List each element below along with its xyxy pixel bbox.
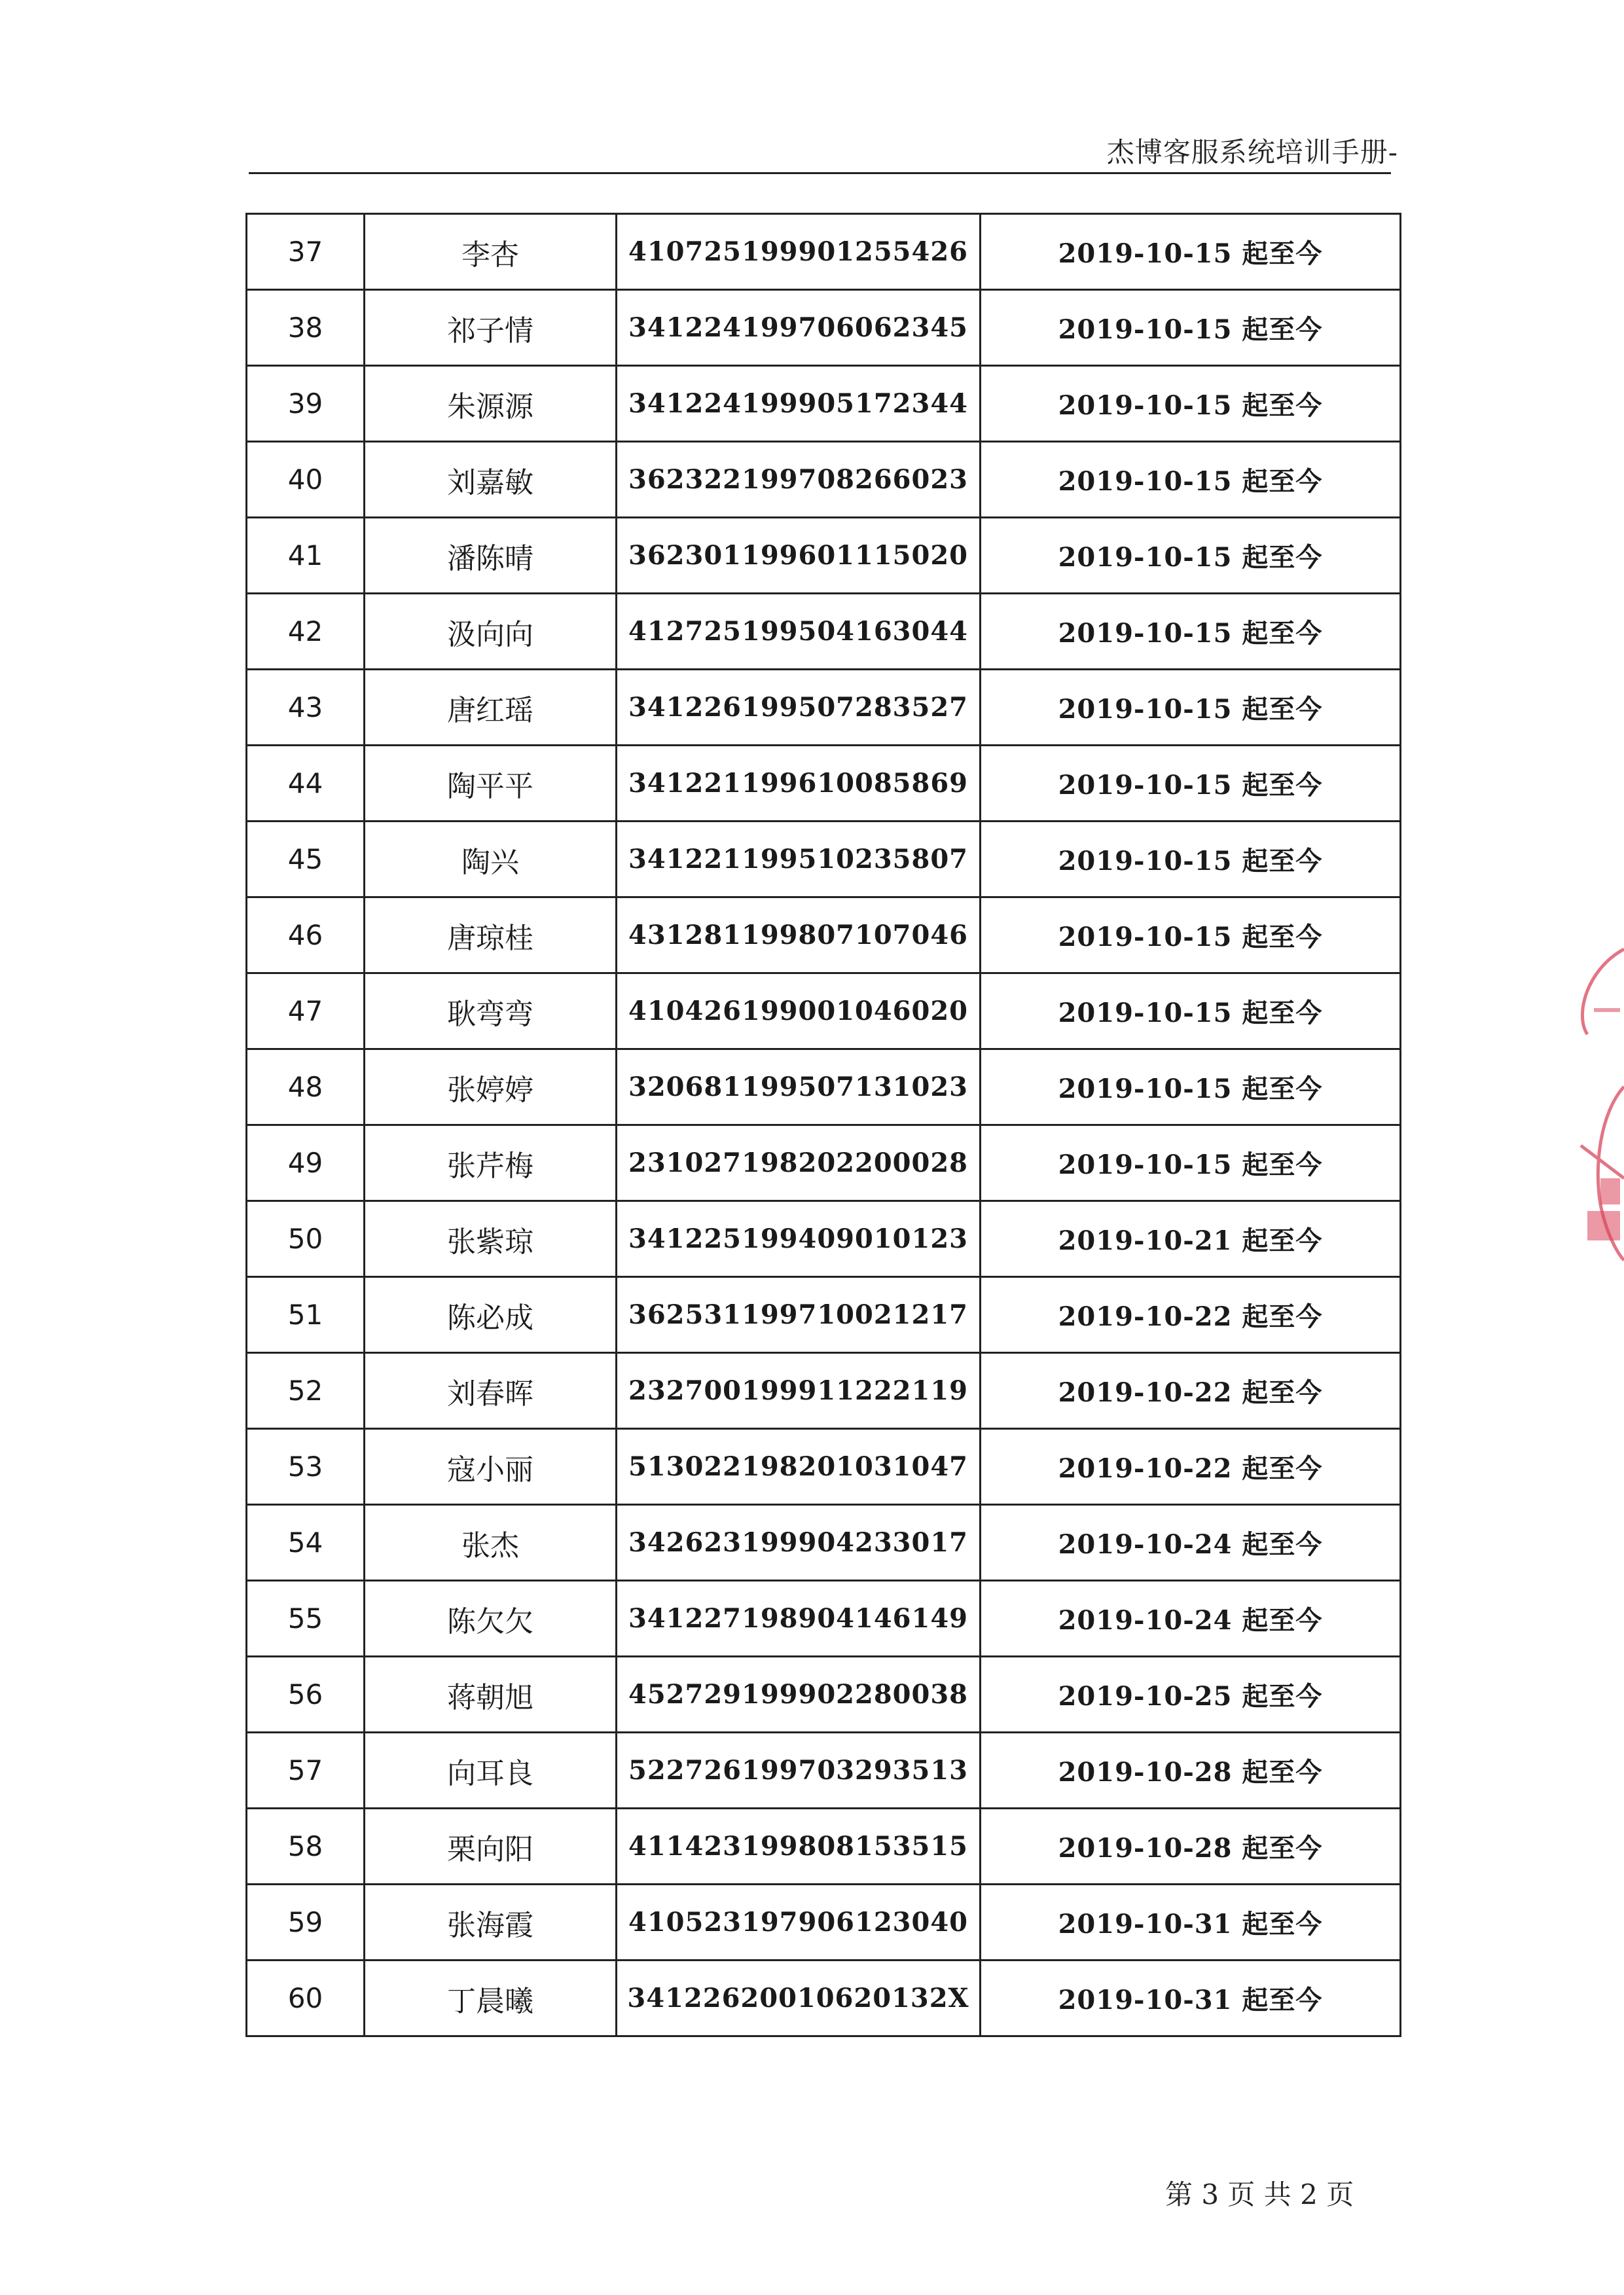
- table-row: [247, 214, 1401, 290]
- row-index: 51: [247, 1277, 365, 1353]
- row-id-number: 341226199507283527: [617, 670, 981, 746]
- table-row: [247, 1809, 1401, 1885]
- row-id-number: 320681199507131023: [617, 1049, 981, 1125]
- row-name: 张海霞: [365, 1885, 617, 1961]
- row-period: 2019-10-15 起至今: [981, 746, 1401, 822]
- table-row: [247, 518, 1401, 594]
- table-row: [247, 1049, 1401, 1125]
- row-name: 唐琼桂: [365, 897, 617, 973]
- row-period: 2019-10-22 起至今: [981, 1429, 1401, 1505]
- row-name: 张婷婷: [365, 1049, 617, 1125]
- row-id-number: 410426199001046020: [617, 973, 981, 1049]
- table-row: [247, 1353, 1401, 1429]
- row-period: 2019-10-15 起至今: [981, 1049, 1401, 1125]
- row-period: 2019-10-22 起至今: [981, 1277, 1401, 1353]
- row-id-number: 410725199901255426: [617, 214, 981, 290]
- row-period: 2019-10-22 起至今: [981, 1353, 1401, 1429]
- row-id-number: 341224199905172344: [617, 366, 981, 442]
- row-name: 向耳良: [365, 1733, 617, 1809]
- row-id-number: 341221199610085869: [617, 746, 981, 822]
- row-id-number: 34122620010620132X: [617, 1961, 981, 2036]
- row-period: 2019-10-15 起至今: [981, 594, 1401, 670]
- row-index: 38: [247, 290, 365, 366]
- page-footer: 第 3 页 共 2 页: [1165, 2178, 1354, 2211]
- row-index: 57: [247, 1733, 365, 1809]
- row-name: 张紫琼: [365, 1201, 617, 1277]
- table-row: [247, 1277, 1401, 1353]
- row-id-number: 522726199703293513: [617, 1733, 981, 1809]
- row-id-number: 362301199601115020: [617, 518, 981, 594]
- row-index: 59: [247, 1885, 365, 1961]
- row-name: 朱源源: [365, 366, 617, 442]
- row-index: 54: [247, 1505, 365, 1581]
- row-name: 陈必成: [365, 1277, 617, 1353]
- row-period: 2019-10-15 起至今: [981, 670, 1401, 746]
- row-id-number: 411423199808153515: [617, 1809, 981, 1885]
- table-row: [247, 1429, 1401, 1505]
- row-index: 52: [247, 1353, 365, 1429]
- employee-table: [245, 213, 1401, 2037]
- row-id-number: 362531199710021217: [617, 1277, 981, 1353]
- table-row: [247, 973, 1401, 1049]
- row-period: 2019-10-24 起至今: [981, 1581, 1401, 1657]
- table-row: [247, 1581, 1401, 1657]
- table-row: [247, 1657, 1401, 1733]
- row-index: 40: [247, 442, 365, 518]
- table-row: [247, 822, 1401, 897]
- row-name: 潘陈晴: [365, 518, 617, 594]
- row-id-number: 410523197906123040: [617, 1885, 981, 1961]
- table-row: [247, 1201, 1401, 1277]
- row-name: 张杰: [365, 1505, 617, 1581]
- row-name: 张芹梅: [365, 1125, 617, 1201]
- row-index: 60: [247, 1961, 365, 2036]
- row-period: 2019-10-28 起至今: [981, 1809, 1401, 1885]
- row-period: 2019-10-15 起至今: [981, 214, 1401, 290]
- row-index: 49: [247, 1125, 365, 1201]
- row-index: 45: [247, 822, 365, 897]
- row-id-number: 513022198201031047: [617, 1429, 981, 1505]
- row-id-number: 452729199902280038: [617, 1657, 981, 1733]
- seal-stamp: [1561, 930, 1624, 1296]
- header-rule: [249, 172, 1391, 174]
- row-period: 2019-10-15 起至今: [981, 442, 1401, 518]
- row-name: 唐红瑶: [365, 670, 617, 746]
- table-row: [247, 290, 1401, 366]
- row-period: 2019-10-15 起至今: [981, 1125, 1401, 1201]
- row-index: 39: [247, 366, 365, 442]
- table-row: [247, 366, 1401, 442]
- row-id-number: 362322199708266023: [617, 442, 981, 518]
- table-row: [247, 1505, 1401, 1581]
- table-row: [247, 1125, 1401, 1201]
- row-period: 2019-10-15 起至今: [981, 518, 1401, 594]
- row-name: 寇小丽: [365, 1429, 617, 1505]
- table-row: [247, 1733, 1401, 1809]
- seal-stamp-graphic: [1561, 930, 1624, 1296]
- row-period: 2019-10-21 起至今: [981, 1201, 1401, 1277]
- row-period: 2019-10-31 起至今: [981, 1961, 1401, 2036]
- row-name: 陶兴: [365, 822, 617, 897]
- table-row: [247, 1885, 1401, 1961]
- row-name: 耿弯弯: [365, 973, 617, 1049]
- row-period: 2019-10-15 起至今: [981, 290, 1401, 366]
- row-index: 37: [247, 214, 365, 290]
- row-name: 栗向阳: [365, 1809, 617, 1885]
- table-row: [247, 746, 1401, 822]
- row-period: 2019-10-15 起至今: [981, 366, 1401, 442]
- row-name: 陈欠欠: [365, 1581, 617, 1657]
- table-row: [247, 442, 1401, 518]
- row-index: 42: [247, 594, 365, 670]
- row-period: 2019-10-31 起至今: [981, 1885, 1401, 1961]
- row-name: 丁晨曦: [365, 1961, 617, 2036]
- row-period: 2019-10-15 起至今: [981, 822, 1401, 897]
- row-period: 2019-10-15 起至今: [981, 973, 1401, 1049]
- row-name: 刘春晖: [365, 1353, 617, 1429]
- row-name: 祁子情: [365, 290, 617, 366]
- row-index: 56: [247, 1657, 365, 1733]
- row-period: 2019-10-15 起至今: [981, 897, 1401, 973]
- row-id-number: 341224199706062345: [617, 290, 981, 366]
- row-index: 48: [247, 1049, 365, 1125]
- row-index: 58: [247, 1809, 365, 1885]
- row-id-number: 232700199911222119: [617, 1353, 981, 1429]
- row-index: 43: [247, 670, 365, 746]
- table-row: [247, 670, 1401, 746]
- row-period: 2019-10-28 起至今: [981, 1733, 1401, 1809]
- row-id-number: 341225199409010123: [617, 1201, 981, 1277]
- row-id-number: 342623199904233017: [617, 1505, 981, 1581]
- row-index: 44: [247, 746, 365, 822]
- row-period: 2019-10-25 起至今: [981, 1657, 1401, 1733]
- table-row: [247, 897, 1401, 973]
- header-title: 杰博客服系统培训手册-: [1106, 136, 1398, 168]
- row-id-number: 341221199510235807: [617, 822, 981, 897]
- row-index: 55: [247, 1581, 365, 1657]
- row-id-number: 412725199504163044: [617, 594, 981, 670]
- row-name: 刘嘉敏: [365, 442, 617, 518]
- row-index: 53: [247, 1429, 365, 1505]
- table-row: [247, 594, 1401, 670]
- row-name: 陶平平: [365, 746, 617, 822]
- row-index: 50: [247, 1201, 365, 1277]
- row-index: 41: [247, 518, 365, 594]
- row-name: 李杏: [365, 214, 617, 290]
- row-id-number: 231027198202200028: [617, 1125, 981, 1201]
- row-id-number: 341227198904146149: [617, 1581, 981, 1657]
- row-index: 46: [247, 897, 365, 973]
- row-index: 47: [247, 973, 365, 1049]
- row-name: 汲向向: [365, 594, 617, 670]
- row-name: 蒋朝旭: [365, 1657, 617, 1733]
- row-id-number: 431281199807107046: [617, 897, 981, 973]
- table-row: [247, 1961, 1401, 2036]
- row-period: 2019-10-24 起至今: [981, 1505, 1401, 1581]
